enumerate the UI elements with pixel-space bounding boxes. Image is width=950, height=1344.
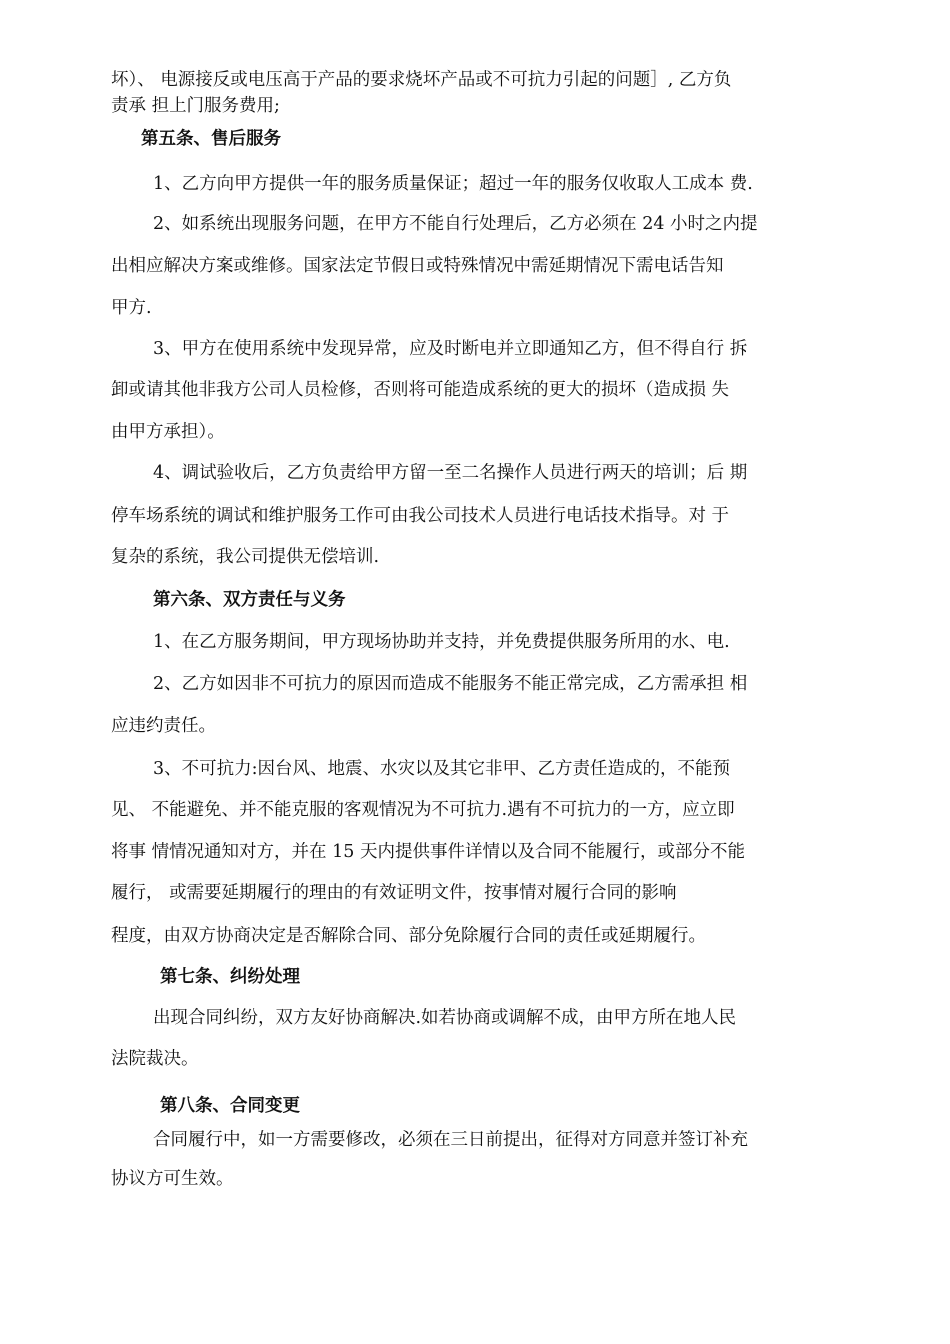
heading-article-6: 第六条、双方责任与义务: [153, 590, 346, 610]
article-6-item-3-line-3: 将事 情情况通知对方，并在 15 天内提供事件详情以及合同不能履行，或部分不能: [111, 842, 745, 862]
article-8-line-1: 合同履行中，如一方需要修改，必须在三日前提出，征得对方同意并签订补充: [153, 1130, 748, 1150]
article-7-line-1: 出现合同纠纷，双方友好协商解决.如若协商或调解不成，由甲方所在地人民: [153, 1008, 737, 1028]
heading-article-8: 第八条、合同变更: [160, 1096, 300, 1116]
article-6-item-1: 1、在乙方服务期间，甲方现场协助并支持，并免费提供服务所用的水、电.: [153, 632, 730, 652]
article-5-item-4-line-2: 停车场系统的调试和维护服务工作可由我公司技术人员进行电话技术指导。对 于: [111, 506, 730, 526]
line-continuation-1: 坏）、 电源接反或电压高于产品的要求烧坏产品或不可抗力引起的问题］, 乙方负: [111, 70, 732, 90]
line-continuation-2: 责承 担上门服务费用;: [111, 96, 280, 116]
article-5-item-3-line-2: 卸或请其他非我方公司人员检修，否则将可能造成系统的更大的损坏（造成损 失: [111, 380, 730, 400]
article-6-item-3-line-4: 履行， 或需要延期履行的理由的有效证明文件，按事情对履行合同的影响: [111, 883, 677, 903]
article-5-item-3-line-1: 3、甲方在使用系统中发现异常，应及时断电并立即通知乙方，但不得自行 拆: [153, 339, 748, 359]
article-7-line-2: 法院裁决。: [111, 1049, 199, 1069]
heading-article-7: 第七条、纠纷处理: [160, 967, 300, 987]
article-6-item-2-line-1: 2、乙方如因非不可抗力的原因而造成不能服务不能正常完成，乙方需承担 相: [153, 674, 748, 694]
heading-article-5: 第五条、售后服务: [141, 129, 281, 149]
article-6-item-3-line-1: 3、不可抗力:因台风、地震、水灾以及其它非甲、乙方责任造成的，不能预: [153, 759, 731, 779]
article-5-item-2-line-1: 2、如系统出现服务问题，在甲方不能自行处理后，乙方必须在 24 小时之内提: [153, 214, 758, 234]
article-5-item-2-line-3: 甲方.: [111, 298, 152, 318]
article-5-item-3-line-3: 由甲方承担）。: [111, 422, 225, 442]
article-6-item-2-line-2: 应违约责任。: [111, 716, 216, 736]
article-8-line-2: 协议方可生效。: [111, 1169, 234, 1189]
article-5-item-4-line-3: 复杂的系统，我公司提供无偿培训.: [111, 547, 380, 567]
article-6-item-3-line-2: 见、 不能避免、并不能克服的客观情况为不可抗力.遇有不可抗力的一方，应立即: [111, 800, 735, 820]
article-6-item-3-line-5: 程度，由双方协商决定是否解除合同、部分免除履行合同的责任或延期履行。: [111, 926, 706, 946]
article-5-item-4-line-1: 4、调试验收后，乙方负责给甲方留一至二名操作人员进行两天的培训；后 期: [153, 463, 748, 483]
article-5-item-2-line-2: 出相应解决方案或维修。国家法定节假日或特殊情况中需延期情况下需电话告知: [111, 256, 724, 276]
article-5-item-1: 1、乙方向甲方提供一年的服务质量保证；超过一年的服务仅收取人工成本 费.: [153, 174, 753, 194]
